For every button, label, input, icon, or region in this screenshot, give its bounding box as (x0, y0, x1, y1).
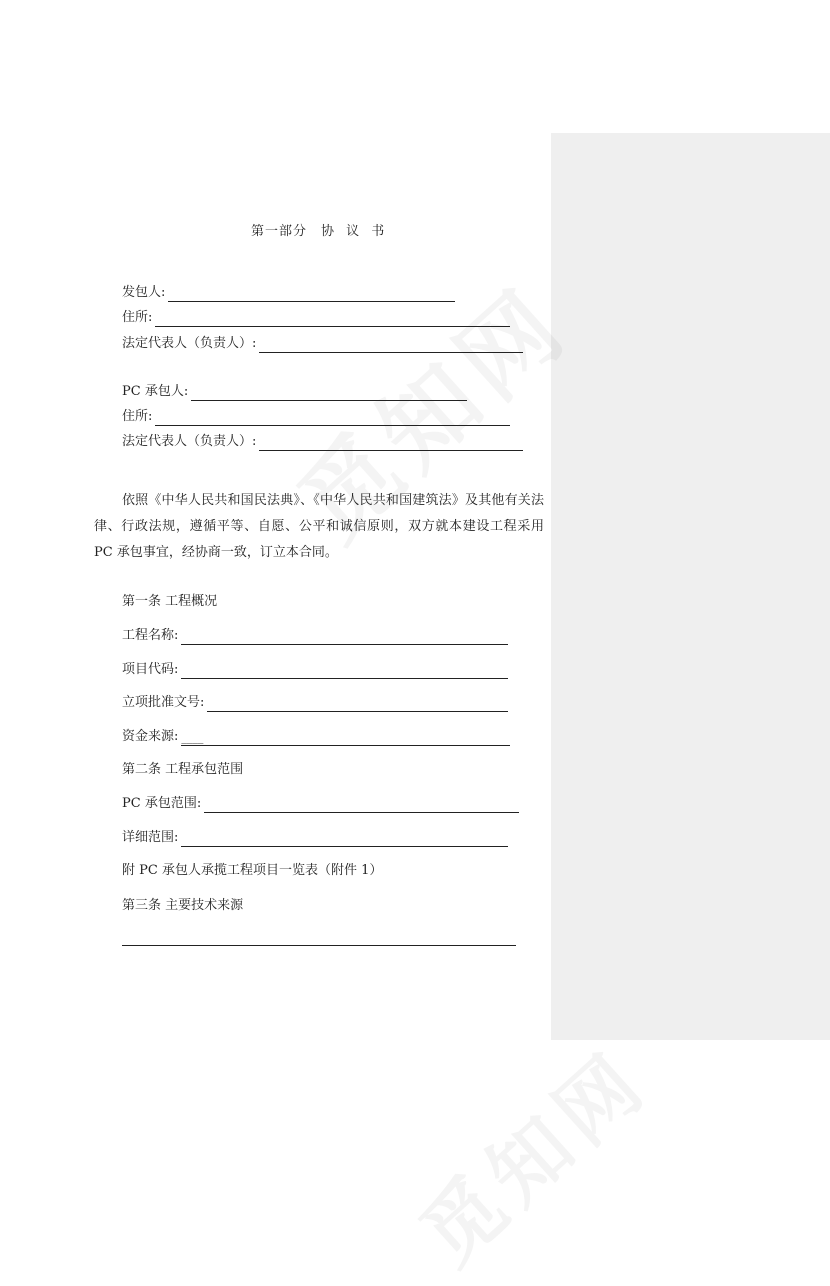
pc-address-field[interactable] (155, 412, 510, 426)
pc-scope-row (122, 795, 519, 813)
employer-address-row (122, 309, 510, 327)
project-name-row (122, 627, 508, 645)
pc-address-label: 住所: (122, 409, 153, 424)
article1-heading: 第一条 工程概况 (122, 594, 218, 609)
pc-rep-field[interactable] (259, 437, 523, 451)
project-code-label: 项目代码: (122, 662, 179, 677)
approval-no-row (122, 694, 508, 712)
pc-contractor-row (122, 383, 467, 401)
employer-rep-row (122, 335, 523, 353)
employer-field[interactable] (168, 288, 455, 302)
project-code-row (122, 661, 508, 679)
article3-heading: 第三条 主要技术来源 (122, 898, 244, 913)
fund-source-label: 资金来源: (122, 729, 179, 744)
article2-heading: 第二条 工程承包范围 (122, 762, 244, 777)
detail-scope-label: 详细范围: (122, 830, 179, 845)
side-panel (551, 133, 830, 1040)
pc-contractor-label: PC 承包人: (122, 384, 189, 399)
approval-no-label: 立项批准文号: (122, 695, 205, 710)
fund-source-row (122, 728, 510, 746)
project-name-label: 工程名称: (122, 628, 179, 643)
intro-paragraph: 依照《中华人民共和国民法典》、《中华人民共和国建筑法》及其他有关法律、行政法规，遵循平等、自愿、公平和诚信原则，双方就本建设工程采用 PC 承包事宜，经协商一致，订立本合同。 (94, 493, 544, 560)
employer-address-label: 住所: (122, 310, 153, 325)
detail-scope-field[interactable] (181, 833, 508, 847)
employer-label: 发包人: (122, 285, 166, 300)
employer-address-field[interactable] (155, 313, 510, 327)
watermark-logo (391, 1019, 669, 1285)
pc-rep-label: 法定代表人（负责人）: (122, 434, 257, 449)
pc-address-row (122, 408, 510, 426)
tech-source-field[interactable] (122, 945, 516, 946)
pc-contractor-field[interactable] (191, 387, 467, 401)
project-code-field[interactable] (181, 665, 508, 679)
pc-scope-label: PC 承包范围: (122, 796, 202, 811)
detail-scope-row (122, 829, 508, 847)
attachment-note: 附 PC 承包人承揽工程项目一览表（附件 1） (122, 863, 383, 878)
employer-row (122, 284, 455, 302)
employer-rep-label: 法定代表人（负责人）: (122, 336, 257, 351)
watermark-text (403, 1033, 666, 1283)
pc-scope-field[interactable] (204, 799, 519, 813)
project-name-field[interactable] (181, 631, 508, 645)
employer-rep-field[interactable] (259, 339, 523, 353)
document-title: 第一部分 协 议 书 (251, 224, 386, 239)
pc-rep-row (122, 433, 523, 451)
fund-source-field[interactable]: ____ (181, 732, 510, 746)
approval-no-field[interactable] (207, 698, 508, 712)
